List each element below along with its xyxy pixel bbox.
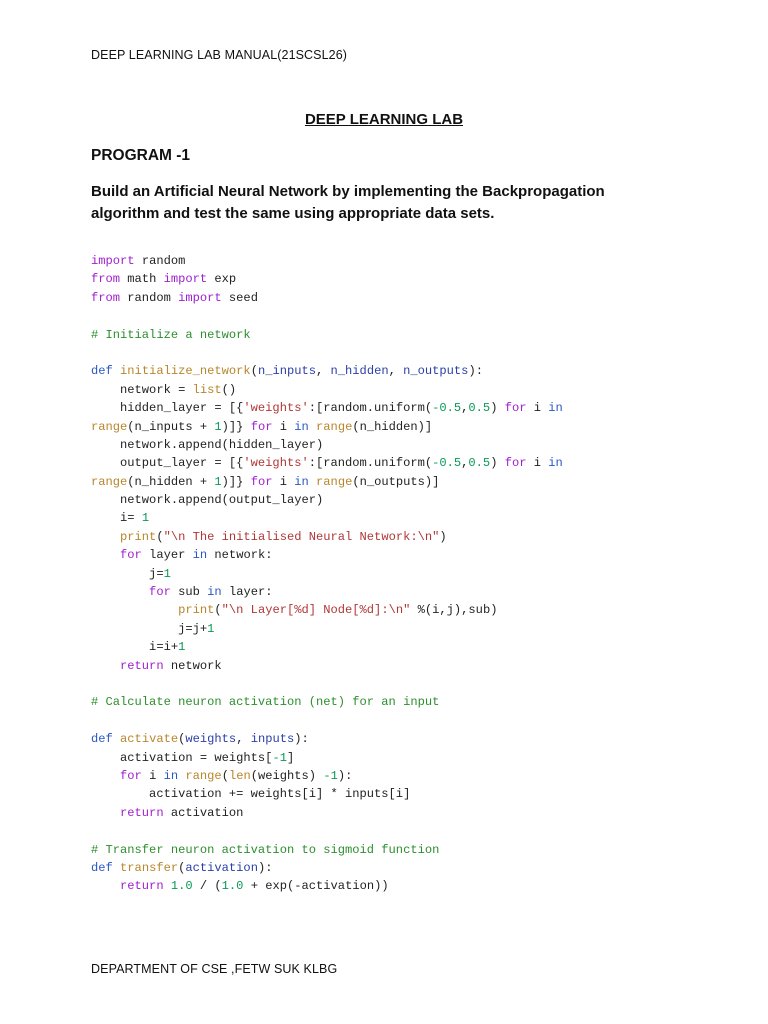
- document-title: DEEP LEARNING LAB: [304, 111, 464, 128]
- code-token: %(i,j),sub): [417, 603, 498, 618]
- code-token: network:: [214, 548, 273, 563]
- code-line: [91, 454, 751, 472]
- code-token: activation: [170, 805, 244, 820]
- code-line: [91, 841, 751, 859]
- code-token: (: [156, 529, 164, 544]
- page-header: DEEP LEARNING LAB MANUAL(21SCSL26): [91, 48, 348, 62]
- task-description: [91, 181, 651, 225]
- code-token: "\n Layer[%d] Node[%d]:\n": [221, 603, 411, 618]
- code-line: [91, 675, 751, 693]
- code-token: random: [127, 290, 171, 305]
- code-token: ):: [337, 768, 353, 783]
- code-line: [91, 638, 751, 656]
- code-token: from: [91, 290, 121, 305]
- code-token: import: [91, 254, 135, 268]
- code-token: random: [141, 254, 186, 268]
- code-token: weights: [185, 732, 237, 747]
- task-line-2: algorithm and test the same using appropriate data sets.: [91, 205, 495, 222]
- code-token: return: [91, 879, 164, 894]
- code-token: i=i+: [91, 640, 179, 655]
- code-token: 1: [207, 621, 215, 636]
- code-line: [91, 877, 751, 895]
- code-line: [91, 399, 751, 417]
- program-title: PROGRAM -1: [91, 147, 191, 164]
- code-token: n_inputs: [257, 364, 317, 379]
- code-line: [91, 381, 751, 399]
- code-token: i=: [91, 511, 142, 526]
- code-token: range: [185, 768, 222, 783]
- code-token: 1: [214, 419, 222, 434]
- code-token: -1: [272, 750, 287, 765]
- code-token: in: [294, 419, 309, 434]
- code-token: range: [91, 474, 128, 489]
- code-token: # Transfer neuron activation to sigmoid function: [91, 842, 440, 857]
- code-line: [91, 620, 751, 638]
- code-token: j=: [91, 566, 164, 581]
- code-token: in: [163, 768, 179, 783]
- code-token: activation = weights[: [91, 750, 273, 765]
- code-line: [91, 307, 751, 325]
- code-token: )]}: [221, 474, 251, 489]
- code-token: (: [214, 603, 222, 618]
- code-token: i: [279, 474, 287, 489]
- code-token: i: [279, 419, 287, 434]
- code-token: import: [178, 290, 222, 305]
- code-token: 1: [214, 474, 222, 489]
- code-token: j=j+: [91, 621, 208, 636]
- code-token: network.append(hidden_layer): [91, 437, 324, 452]
- code-token: network: [170, 658, 222, 673]
- code-token: return: [91, 658, 164, 673]
- code-token: / (: [199, 879, 222, 894]
- code-line: [91, 601, 751, 619]
- code-token: range: [91, 419, 128, 434]
- code-line: [91, 749, 751, 767]
- code-token: 'weights': [243, 401, 309, 416]
- code-token: ):: [294, 732, 309, 747]
- code-token: hidden_layer = [{: [91, 401, 244, 416]
- code-token: output_layer = [{: [91, 456, 244, 471]
- code-token: (: [221, 768, 229, 783]
- code-line: [91, 583, 751, 601]
- code-token: (: [178, 860, 186, 875]
- code-token: print: [91, 529, 157, 544]
- code-token: inputs: [250, 732, 295, 747]
- code-line: [91, 565, 751, 583]
- code-line: [91, 436, 751, 454]
- code-line: [91, 767, 751, 785]
- code-line: [91, 344, 751, 362]
- code-token: list: [192, 382, 222, 397]
- code-token: in: [548, 401, 563, 416]
- code-token: i: [533, 456, 542, 471]
- code-token: ): [490, 456, 505, 471]
- code-token: for: [504, 456, 527, 471]
- code-token: for: [504, 401, 527, 416]
- code-token: n_hidden: [330, 364, 389, 379]
- code-token: 0.5: [468, 456, 491, 471]
- code-token: ): [439, 529, 447, 544]
- code-token: activation += weights[i] * inputs[i]: [91, 787, 411, 802]
- code-line: [91, 804, 751, 822]
- code-token: # Initialize a network: [91, 327, 251, 342]
- code-line: [91, 362, 751, 380]
- code-token: exp: [214, 272, 237, 287]
- code-token: 1: [163, 566, 171, 581]
- code-line: [91, 657, 751, 675]
- code-token: ,: [316, 364, 331, 379]
- code-token: :[random.uniform(: [308, 456, 433, 471]
- code-token: (n_hidden)]: [352, 419, 433, 434]
- code-line: [91, 785, 751, 803]
- code-token: layer: [149, 548, 186, 563]
- code-line: [91, 546, 751, 564]
- code-token: ,: [461, 456, 469, 471]
- code-line: [91, 859, 751, 877]
- code-token: (: [250, 364, 258, 379]
- code-token: print: [91, 603, 215, 618]
- code-token: in: [294, 474, 309, 489]
- code-token: (n_inputs +: [127, 419, 215, 434]
- code-line: [91, 509, 751, 527]
- code-token: for: [91, 548, 142, 563]
- code-token: def: [91, 364, 113, 379]
- code-token: ,: [461, 401, 469, 416]
- code-line: [91, 418, 751, 436]
- code-token: initialize_network: [120, 364, 251, 379]
- code-token: :[random.uniform(: [308, 401, 433, 416]
- code-token: network.append(output_layer): [91, 493, 324, 508]
- code-token: in: [548, 456, 563, 471]
- code-token: + exp(-activation)): [250, 879, 389, 894]
- code-token: import: [163, 272, 208, 287]
- code-token: # Calculate neuron activation (net) for an input: [91, 695, 440, 710]
- code-token: n_outputs: [403, 364, 469, 379]
- code-token: (weights): [250, 768, 317, 783]
- code-line: [91, 473, 751, 491]
- code-token: for: [250, 419, 273, 434]
- code-token: -0.5: [432, 401, 462, 416]
- page-footer: DEPARTMENT OF CSE ,FETW SUK KLBG: [91, 962, 338, 976]
- code-line: [91, 693, 751, 711]
- code-token: transfer: [120, 860, 179, 875]
- code-line: [91, 822, 751, 840]
- code-token: def: [91, 860, 113, 875]
- code-token: 1.0: [170, 879, 193, 894]
- code-line: [91, 326, 751, 344]
- code-token: len: [228, 768, 251, 783]
- code-token: for: [250, 474, 273, 489]
- code-token: 1: [178, 640, 186, 655]
- code-token: ]: [286, 750, 295, 765]
- code-token: in: [207, 585, 222, 600]
- code-token: layer:: [228, 585, 273, 600]
- code-token: i: [149, 768, 157, 783]
- code-token: math: [127, 272, 157, 287]
- code-line: [91, 270, 751, 288]
- code-token: (n_hidden +: [127, 474, 215, 489]
- code-line: [91, 712, 751, 730]
- code-token: 0.5: [468, 401, 491, 416]
- code-token: ):: [468, 364, 483, 379]
- code-line: [91, 252, 751, 270]
- code-token: network =: [91, 382, 193, 397]
- code-line: [91, 730, 751, 748]
- code-token: range: [316, 419, 353, 434]
- code-token: sub: [178, 585, 200, 600]
- code-token: i: [533, 401, 542, 416]
- code-token: "\n The initialised Neural Network:\n": [163, 529, 440, 544]
- code-token: )]}: [221, 419, 251, 434]
- code-token: from: [91, 272, 121, 287]
- code-token: for: [91, 585, 171, 600]
- code-token: -0.5: [432, 456, 462, 471]
- code-token: seed: [228, 290, 258, 305]
- code-token: activation: [185, 860, 258, 875]
- code-token: range: [316, 474, 353, 489]
- code-token: activate: [120, 732, 179, 747]
- code-line: [91, 528, 751, 546]
- code-token: return: [91, 805, 164, 820]
- code-token: in: [192, 548, 208, 563]
- code-block: [91, 252, 751, 896]
- code-token: for: [91, 768, 142, 783]
- code-token: (n_outputs)]: [352, 474, 440, 489]
- code-token: ): [490, 401, 505, 416]
- code-line: [91, 491, 751, 509]
- code-token: ,: [388, 364, 404, 379]
- code-token: 1: [141, 511, 150, 526]
- code-token: -1: [323, 768, 338, 783]
- code-token: 1.0: [221, 879, 244, 894]
- code-line: [91, 289, 751, 307]
- task-line-1: Build an Artificial Neural Network by implementing the Backpropagation: [91, 183, 605, 200]
- code-token: (): [221, 382, 237, 397]
- code-token: ,: [236, 732, 251, 747]
- code-token: def: [91, 732, 113, 747]
- code-token: 'weights': [243, 456, 309, 471]
- code-token: (: [178, 732, 186, 747]
- code-token: ):: [257, 860, 273, 875]
